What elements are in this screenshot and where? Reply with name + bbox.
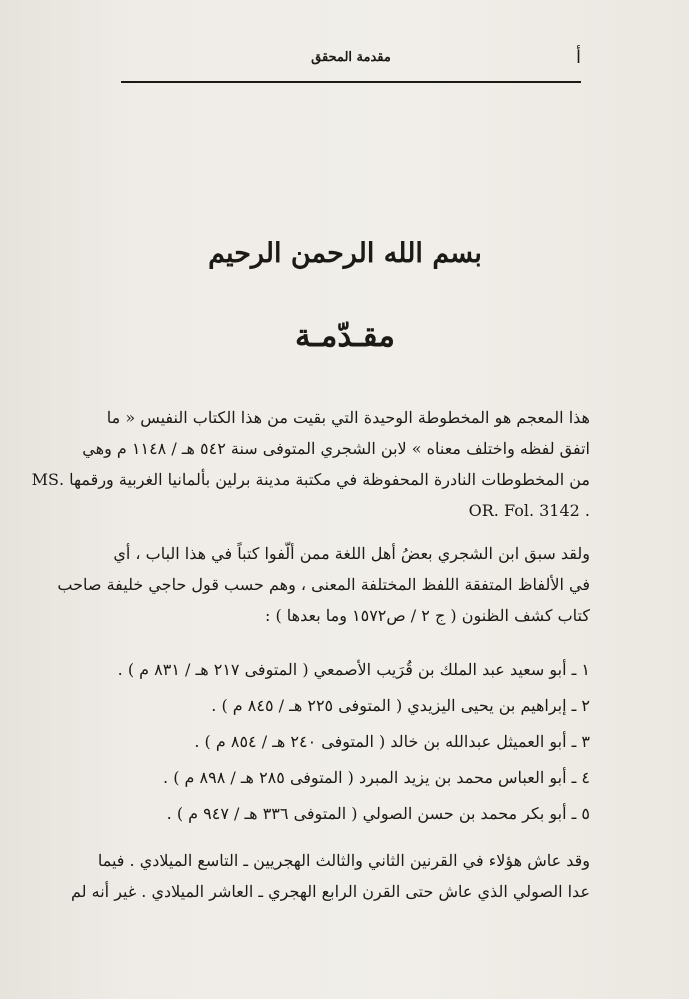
paragraph-line: عدا الصولي الذي عاش حتى القرن الرابع الهجري ـ العاشر الميلادي . غير أنه لم bbox=[71, 882, 590, 901]
paragraph-manuscript bbox=[31, 402, 590, 526]
paragraph-line: في الألفاظ المتفقة اللفظ المختلفة المعنى ، وهم حسب قول حاجي خليفة صاحب bbox=[57, 575, 590, 594]
list-item: ٢ ـ إبراهيم بن يحيى اليزيدي ( المتوفى ٢٢٥ هـ / ٨٤٥ م ) . bbox=[211, 696, 590, 715]
list-item: ٣ ـ أبو العميثل عبدالله بن خالد ( المتوفى ٢٤٠ هـ / ٨٥٤ م ) . bbox=[194, 732, 590, 751]
paragraph-line: . OR. Fol. 3142 bbox=[468, 501, 590, 520]
authors-list bbox=[108, 652, 590, 832]
paragraph-line: اتفق لفظه واختلف معناه » لابن الشجري المتوفى سنة ٥٤٢ هـ / ١١٤٨ م وهي bbox=[82, 439, 590, 458]
paragraph-line: ولقد سبق ابن الشجري بعضُ أهل اللغة ممن ألّفوا كتباً في هذا الباب ، أي bbox=[113, 544, 590, 563]
paragraph-predecessors bbox=[57, 538, 590, 631]
list-item: ٥ ـ أبو بكر محمد بن حسن الصولي ( المتوفى ٣٣٦ هـ / ٩٤٧ م ) . bbox=[166, 804, 590, 823]
list-item: ٤ ـ أبو العباس محمد بن يزيد المبرد ( المتوفى ٢٨٥ هـ / ٨٩٨ م ) . bbox=[163, 768, 590, 787]
introduction-heading: مقـدّمـة bbox=[295, 318, 395, 354]
paragraph-line: من المخطوطات النادرة المحفوظة في مكتبة مدينة برلين بألمانيا الغربية ورقمها .MS bbox=[31, 470, 590, 489]
list-item: ١ ـ أبو سعيد عبد الملك بن قُرَيب الأصمعي ( المتوفى ٢١٧ هـ / ٨٣١ م ) . bbox=[117, 660, 590, 679]
paragraph-line: كتاب كشف الظنون ( ج ٢ / ص١٥٧٢ وما بعدها ) : bbox=[264, 606, 590, 625]
paragraph-period bbox=[71, 845, 590, 907]
running-title: مقدمة المحقق bbox=[311, 50, 391, 65]
running-header bbox=[121, 47, 581, 72]
basmala-calligraphy: بسم الله الرحمن الرحيم bbox=[208, 238, 482, 269]
page-number: أ bbox=[575, 47, 581, 68]
paragraph-line: هذا المعجم هو المخطوطة الوحيدة التي بقيت من هذا الكتاب النفيس « ما bbox=[106, 408, 590, 427]
paragraph-line: وقد عاش هؤلاء في القرنين الثاني والثالث الهجريين ـ التاسع الميلادي . فيما bbox=[97, 851, 590, 870]
header-rule bbox=[121, 81, 581, 83]
